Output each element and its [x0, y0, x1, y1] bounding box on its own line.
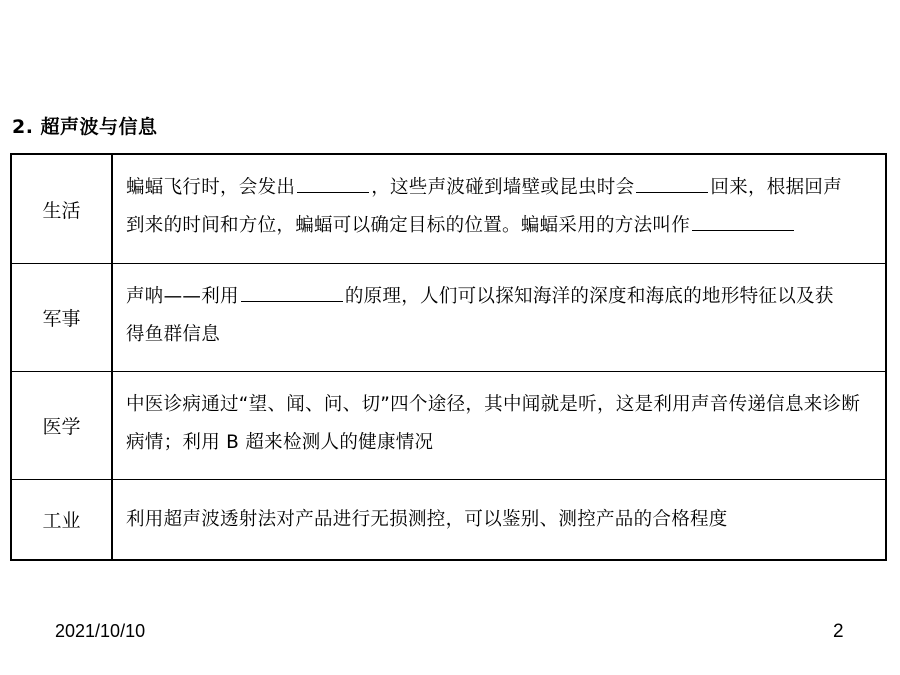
- footer-date: 2021/10/10: [55, 621, 146, 641]
- content-text: 的原理，人们可以探知海洋的深度和海底的地形特征以及获: [344, 286, 834, 307]
- row-content: [113, 372, 885, 479]
- content-line: [126, 316, 875, 354]
- section-title: 2. 超声波与信息: [12, 116, 158, 138]
- content-text: 蝙蝠飞行时，会发出: [126, 177, 296, 198]
- table-row-military: [12, 264, 885, 372]
- content-text: 得鱼群信息: [126, 324, 221, 345]
- info-table: [10, 153, 887, 561]
- row-label: 生活: [12, 155, 113, 263]
- row-content: [113, 155, 885, 263]
- fill-blank[interactable]: [297, 174, 369, 193]
- content-text: 到来的时间和方位，蝙蝠可以确定目标的位置。蝙蝠采用的方法叫作: [126, 215, 691, 236]
- row-label: 医学: [12, 372, 113, 479]
- content-line: [126, 424, 875, 462]
- content-text: 中医诊病通过“望、闻、问、切”四个途径，其中闻就是听，这是利用声音传递信息来诊断: [126, 394, 861, 415]
- fill-blank[interactable]: [241, 283, 343, 302]
- page-number: 2: [833, 621, 844, 642]
- content-line: [126, 386, 875, 424]
- content-text: 病情；利用 B 超来检测人的健康情况: [126, 432, 434, 453]
- table-row-medicine: [12, 372, 885, 480]
- row-label: 工业: [12, 480, 113, 559]
- table-row-industry: [12, 480, 885, 559]
- content-text: ，这些声波碰到墙壁或昆虫时会: [371, 177, 635, 198]
- row-content: [113, 264, 885, 371]
- content-text: 利用超声波透射法对产品进行无损测控，可以鉴别、测控产品的合格程度: [126, 508, 728, 530]
- content-line: [126, 501, 728, 539]
- fill-blank[interactable]: [692, 212, 794, 231]
- fill-blank[interactable]: [636, 174, 708, 193]
- content-line: [126, 169, 875, 207]
- table-row-life: [12, 155, 885, 264]
- content-text: 声呐——利用: [126, 286, 239, 307]
- content-line: [126, 278, 875, 316]
- row-label: 军事: [12, 264, 113, 371]
- row-content: [113, 480, 885, 559]
- content-line: [126, 207, 875, 245]
- content-text: 回来，根据回声: [710, 177, 843, 198]
